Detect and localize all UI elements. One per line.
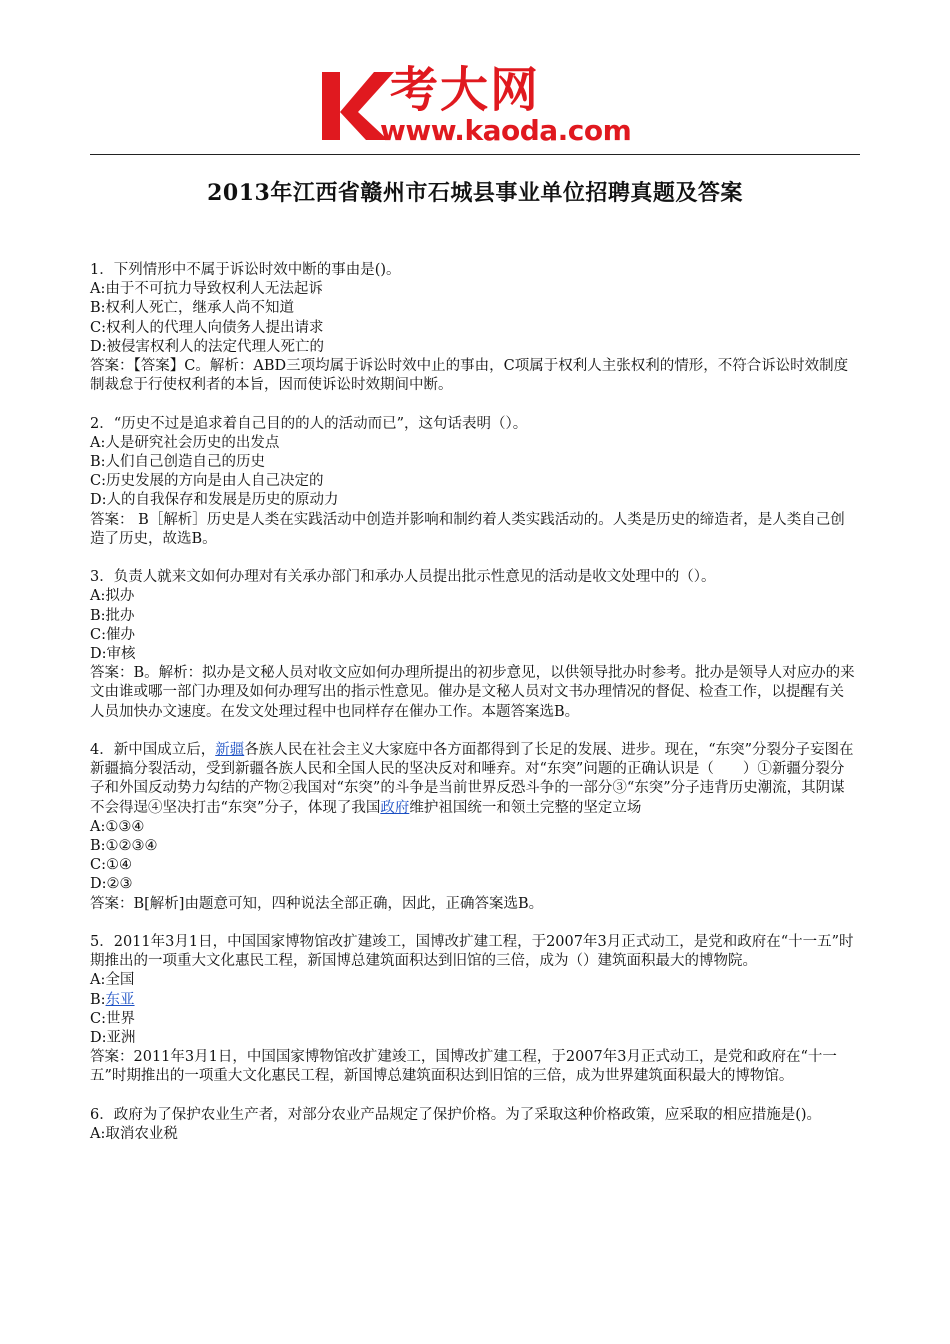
page-header bbox=[0, 0, 950, 160]
stem-text: 维护祖国统一和领土完整的坚定立场 bbox=[409, 799, 642, 816]
question-1 bbox=[90, 261, 856, 395]
question-list bbox=[90, 261, 856, 1163]
question-3 bbox=[90, 568, 856, 722]
question-5 bbox=[90, 933, 856, 1087]
header-divider bbox=[90, 154, 860, 155]
question-stem: 6．政府为了保护农业生产者，对部分农业产品规定了保护价格。为了采取这种价格政策，应采取的相应措施是()。 bbox=[90, 1106, 822, 1123]
option-letter: B: bbox=[90, 991, 106, 1008]
option-b: B:权利人死亡，继承人尚不知道 bbox=[90, 300, 295, 317]
option-a: A:全国 bbox=[90, 972, 135, 989]
document-title: 2013年江西省赣州市石城县事业单位招聘真题及答案 bbox=[207, 180, 743, 206]
option-b: B:①②③④ bbox=[90, 838, 158, 855]
option-a: A:拟办 bbox=[90, 588, 135, 605]
question-stem: 3．负责人就来文如何办理对有关承办部门和承办人员提出批示性意见的活动是收文处理中的（）。 bbox=[90, 569, 716, 586]
option-a: A:人是研究社会历史的出发点 bbox=[90, 434, 280, 451]
option-a: A:由于不可抗力导致权利人无法起诉 bbox=[90, 281, 323, 298]
option-d: D:人的自我保存和发展是历史的原动力 bbox=[90, 492, 339, 509]
option-b: B:批办 bbox=[90, 607, 135, 624]
option-c: C:世界 bbox=[90, 1010, 135, 1027]
stem-text: 4．新中国成立后， bbox=[90, 742, 216, 759]
logo-url-text: www.kaoda.com bbox=[380, 114, 632, 147]
option-a: A:取消农业税 bbox=[90, 1126, 178, 1143]
answer-text: 答案：2011年3月1日，中国国家博物馆改扩建竣工，国博改扩建工程，于2007年3月正式动工，是党和政府在“十一五”时期推出的一项重大文化惠民工程，新国博总建筑面积达到旧馆的三倍，成为世界建筑面积最大的博物馆。 bbox=[90, 1049, 837, 1085]
logo-chinese-text: 考大网 bbox=[390, 62, 541, 118]
question-stem: 2．“历史不过是追求着自己目的的人的活动而已”，这句话表明（）。 bbox=[90, 415, 528, 432]
option-d: D:②③ bbox=[90, 876, 133, 893]
answer-text: 答案：B[解析]由题意可知，四种说法全部正确，因此，正确答案选B。 bbox=[90, 895, 544, 912]
question-stem: 5．2011年3月1日，中国国家博物馆改扩建竣工，国博改扩建工程，于2007年3月正式动工，是党和政府在“十一五”时期推出的一项重大文化惠民工程，新国博总建筑面积达到旧馆的三倍，成为（）建筑面积最大的博物院。 bbox=[90, 934, 854, 970]
option-d: D:被侵害权利人的法定代理人死亡的 bbox=[90, 338, 325, 355]
government-link[interactable]: 政府 bbox=[380, 799, 410, 816]
option-d: D:亚洲 bbox=[90, 1030, 136, 1047]
answer-text: 答案： B［解析］历史是人类在实践活动中创造并影响和制约着人类实践活动的。人类是历史的缔造者，是人类自己创造了历史，故选B。 bbox=[90, 511, 845, 547]
option-c: C:权利人的代理人向债务人提出请求 bbox=[90, 319, 324, 336]
option-d: D:审核 bbox=[90, 646, 136, 663]
option-c: C:历史发展的方向是由人自己决定的 bbox=[90, 473, 324, 490]
question-6 bbox=[90, 1106, 856, 1144]
answer-text: 答案：B。解析：拟办是文秘人员对收文应如何办理所提出的初步意见，以供领导批办时参考。批办是领导人对应办的来文由谁或哪一部门办理及如何办理写出的指示性意见。催办是文秘人员对文书办理情况的督促、检查工作，以提醒有关人员加快办文速度。在发文处理过程中也同样存在催办工作。本题答案选B。 bbox=[90, 665, 855, 720]
xinjiang-link[interactable]: 新疆 bbox=[215, 742, 245, 759]
question-stem: 1．下列情形中不属于诉讼时效中断的事由是()。 bbox=[90, 262, 401, 278]
option-a: A:①③④ bbox=[90, 818, 145, 835]
answer-text: 答案：【答案】C。解析：ABD三项均属于诉讼时效中止的事由，C项属于权利人主张权利的情形，不符合诉讼时效制度制裁怠于行使权利者的本旨，因而使诉讼时效期间中断。 bbox=[90, 358, 849, 394]
east-asia-link[interactable]: 东亚 bbox=[105, 991, 135, 1008]
option-c: C:①④ bbox=[90, 857, 132, 874]
kaoda-logo[interactable] bbox=[318, 62, 648, 152]
question-2 bbox=[90, 415, 856, 549]
option-b: B:人们自己创造自己的历史 bbox=[90, 454, 266, 471]
stem-text: 各族人民在社会主义大家庭中各方面都得到了长足的发展、进步。现在，“东突”分裂分子妄图在新疆搞分裂活动，受到新疆各族人民和全国人民的坚决反对和唾弃。对“东突”问题的正确认识是（ ）①新疆分裂分子和外国反动势力勾结的产物②我国对“东突”的斗争是当前世界反恐斗争的一部分③“东突”分子违背历史潮流，其阴谋不会得逞④坚决打击“东突”分子，体现了我国 bbox=[90, 742, 854, 816]
question-stem bbox=[90, 741, 856, 818]
option-b bbox=[90, 991, 856, 1010]
question-4 bbox=[90, 741, 856, 914]
option-c: C:催办 bbox=[90, 626, 135, 643]
